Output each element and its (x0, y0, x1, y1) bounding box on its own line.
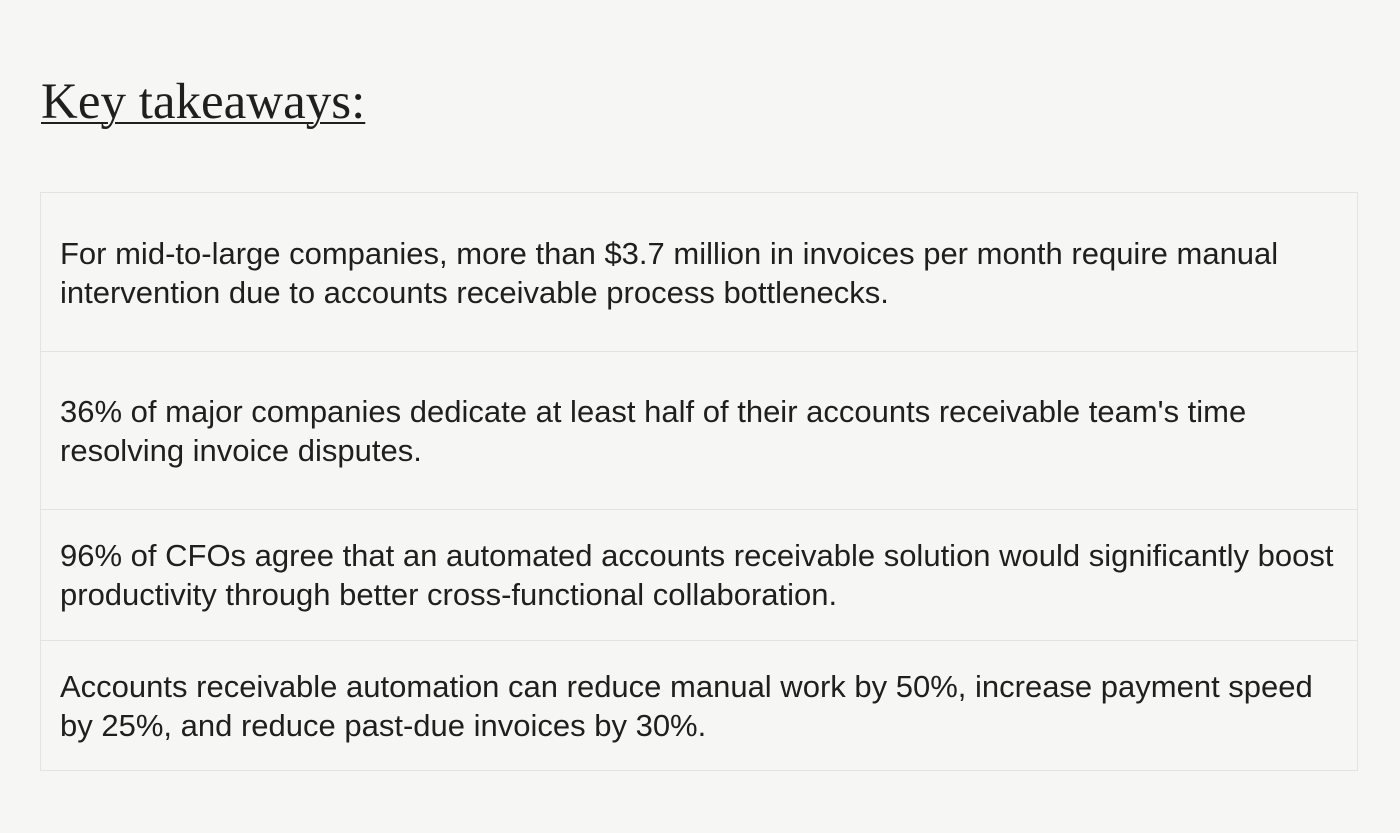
takeaway-text: 36% of major companies dedicate at least half of their accounts receivable team's time resolving invoice disputes. (60, 394, 1247, 468)
page-title: Key takeaways: (41, 74, 366, 130)
takeaway-text: For mid-to-large companies, more than $3.7 million in invoices per month require manual intervention due to accounts receivable process bottlenecks. (60, 236, 1279, 310)
takeaway-item (41, 510, 1357, 641)
takeaway-item (41, 641, 1357, 770)
takeaway-item (41, 193, 1357, 352)
takeaway-text: Accounts receivable automation can reduce manual work by 50%, increase payment speed by 25%, and reduce past-due invoices by 30%. (60, 669, 1313, 743)
takeaway-item (41, 352, 1357, 510)
takeaways-list (40, 192, 1358, 771)
takeaway-text: 96% of CFOs agree that an automated accounts receivable solution would significantly boost productivity through better cross-functional collaboration. (60, 538, 1334, 612)
